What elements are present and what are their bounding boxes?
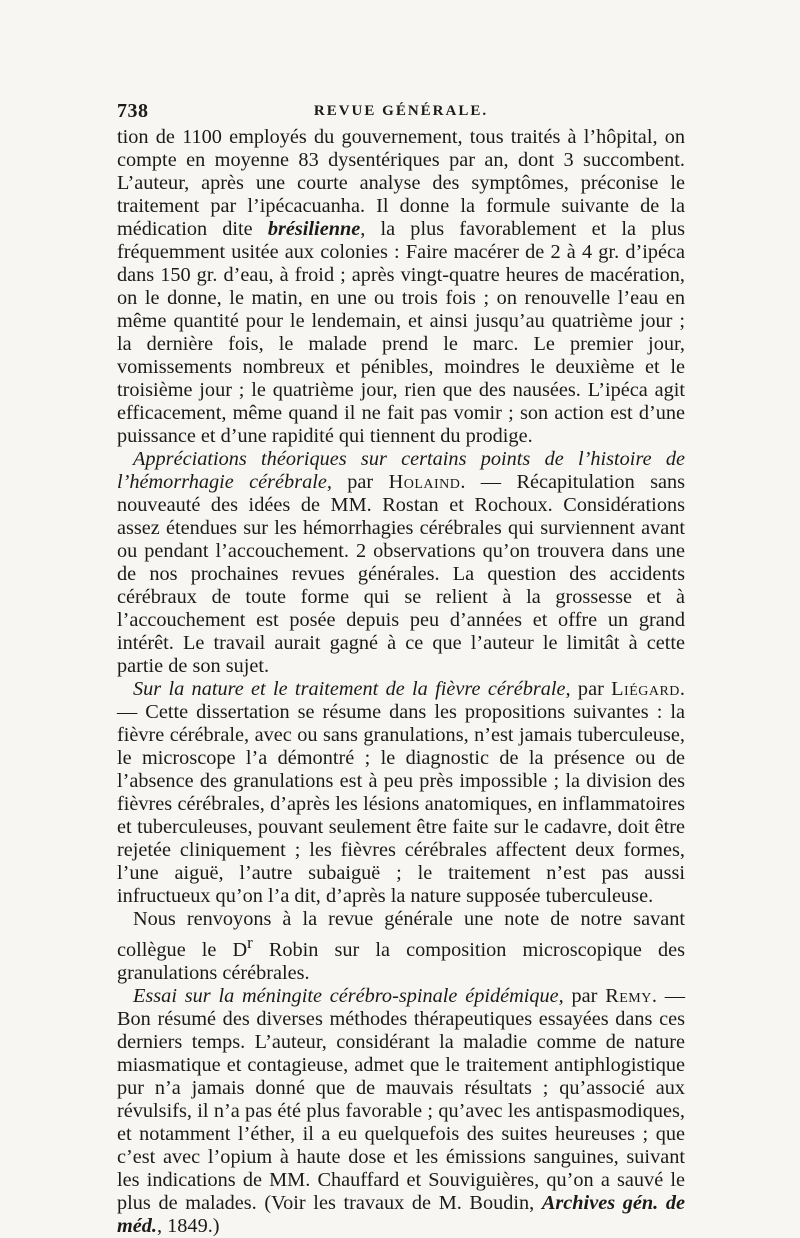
paragraph-text: . — Récapitulation sans nouveauté des idées de MM. Rostan et Rochoux. Considérations assez étendues sur les hémorrhagies cérébrales qui surviennent avant ou pendant l’accouchement. 2 observations qu’on trouvera dans une de nos prochaines revues générales. La question des accidents cérébraux de toute forme qui se relient à la grossesse et à l’accouchement est posée depuis peu d’années et offre un grand intérêt. Le travail aurait gagné à ce que l’auteur le limitât à cette partie de son sujet. bbox=[117, 471, 685, 677]
by-text: par bbox=[563, 984, 606, 1007]
by-text: par bbox=[570, 678, 612, 700]
work-title: Essai sur la méningite cérébro-spinale épidémique, bbox=[133, 984, 564, 1007]
paragraph-text: , 1849.) bbox=[157, 1214, 220, 1237]
page-header bbox=[117, 100, 685, 126]
paragraph-dysentery-treatment bbox=[117, 126, 685, 448]
author-name: Liégard bbox=[611, 678, 680, 700]
paragraph-text: tion de 1100 employés du gouvernement, tous traités à l’hôpital, on compte en moyenne 83 dysentériques par an, dont 3 succombent. L’auteur, après une courte analyse des symptômes, préconise le traitement par l’ipécacuanha. Il donne la formule suivante de la médication dite bbox=[117, 126, 685, 240]
author-name: Remy bbox=[605, 984, 652, 1007]
paragraph-text: , la plus favorablement et la plus fréquemment usitée aux colonies : Faire macérer de 2 à 4 gr. d’ipéca dans 150 gr. d’eau, à froid ; après vingt-quatre heures de macération, on le donne, le matin, en une ou trois fois ; on renouvelle l’eau en même quantité pour le lendemain, et ainsi jusqu’au quatrième jour ; la dernière fois, le malade prend le marc. Le premier jour, vomissements nombreux et pénibles, moindres le deuxième et le troisième jour ; le quatrième jour, rien que des nausées. L’ipéca agit efficacement, même quand il ne fait pas vomir ; son action est d’une puissance et d’une rapidité qui tiennent du prodige. bbox=[117, 218, 685, 447]
body-text bbox=[117, 126, 685, 1238]
page-number: 738 bbox=[117, 100, 149, 122]
running-title: REVUE GÉNÉRALE. bbox=[313, 103, 489, 119]
paragraph-meningitis-review bbox=[117, 985, 685, 1238]
paragraph-text: Nous renvoyons à la revue générale une note de notre savant collègue le D bbox=[117, 908, 685, 961]
paragraph-text: . — Bon résumé des diverses méthodes thérapeutiques essayées dans ces derniers temps. L’auteur, considérant la maladie comme de nature miasmatique et contagieuse, admet que le traitement antiphlogistique pur n’a jamais donné que de mauvais résultats ; qu’associé aux révulsifs, il n’a pas été plus favorable ; qu’avec les antispasmodiques, et notamment l’éther, il a eu quelquefois des suites heureuses ; que c’est avec l’opium à haute dose et les émissions sanguines, suivant les indications de MM. Chauffard et Souviguières, qu’on a sauvé le plus de malades. (Voir les travaux de M. Boudin, bbox=[117, 984, 685, 1214]
paragraph-cerebral-fever-review bbox=[117, 678, 685, 908]
paragraph-robin-note bbox=[117, 908, 685, 985]
by-text: par bbox=[331, 471, 389, 493]
journal-reference: Archives gén. de méd. bbox=[117, 1191, 685, 1237]
paragraph-hemorrhage-review bbox=[117, 448, 685, 678]
italic-term: brésilienne bbox=[267, 218, 361, 240]
superscript: r bbox=[247, 933, 253, 952]
author-name: Holaind bbox=[388, 471, 461, 493]
paragraph-text: . — Cette dissertation se résume dans les propositions suivantes : la fièvre cérébrale, avec ou sans granulations, n’est jamais tuberculeuse, le microscope l’a démontré ; le diagnostic de la présence ou de l’absence des granulations est à peu près impossible ; la division des fièvres cérébrales, d’après les lésions anatomiques, en inflammatoires et tuberculeuses, pouvant seulement être faite sur le cadavre, doit être rejetée cliniquement ; les fièvres cérébrales affectent deux formes, l’une aiguë, l’autre subaiguë ; le traitement n’est pas aussi infructueux qu’on l’a dit, d’après la nature supposée tuberculeuse. bbox=[117, 678, 685, 907]
work-title: Appréciations théoriques sur certains points de l’histoire de l’hémorrhagie cérébrale, bbox=[117, 448, 685, 493]
paragraph-text: Robin sur la composition microscopique des granulations cérébrales. bbox=[117, 938, 685, 984]
work-title: Sur la nature et le traitement de la fièvre cérébrale, bbox=[133, 678, 571, 700]
